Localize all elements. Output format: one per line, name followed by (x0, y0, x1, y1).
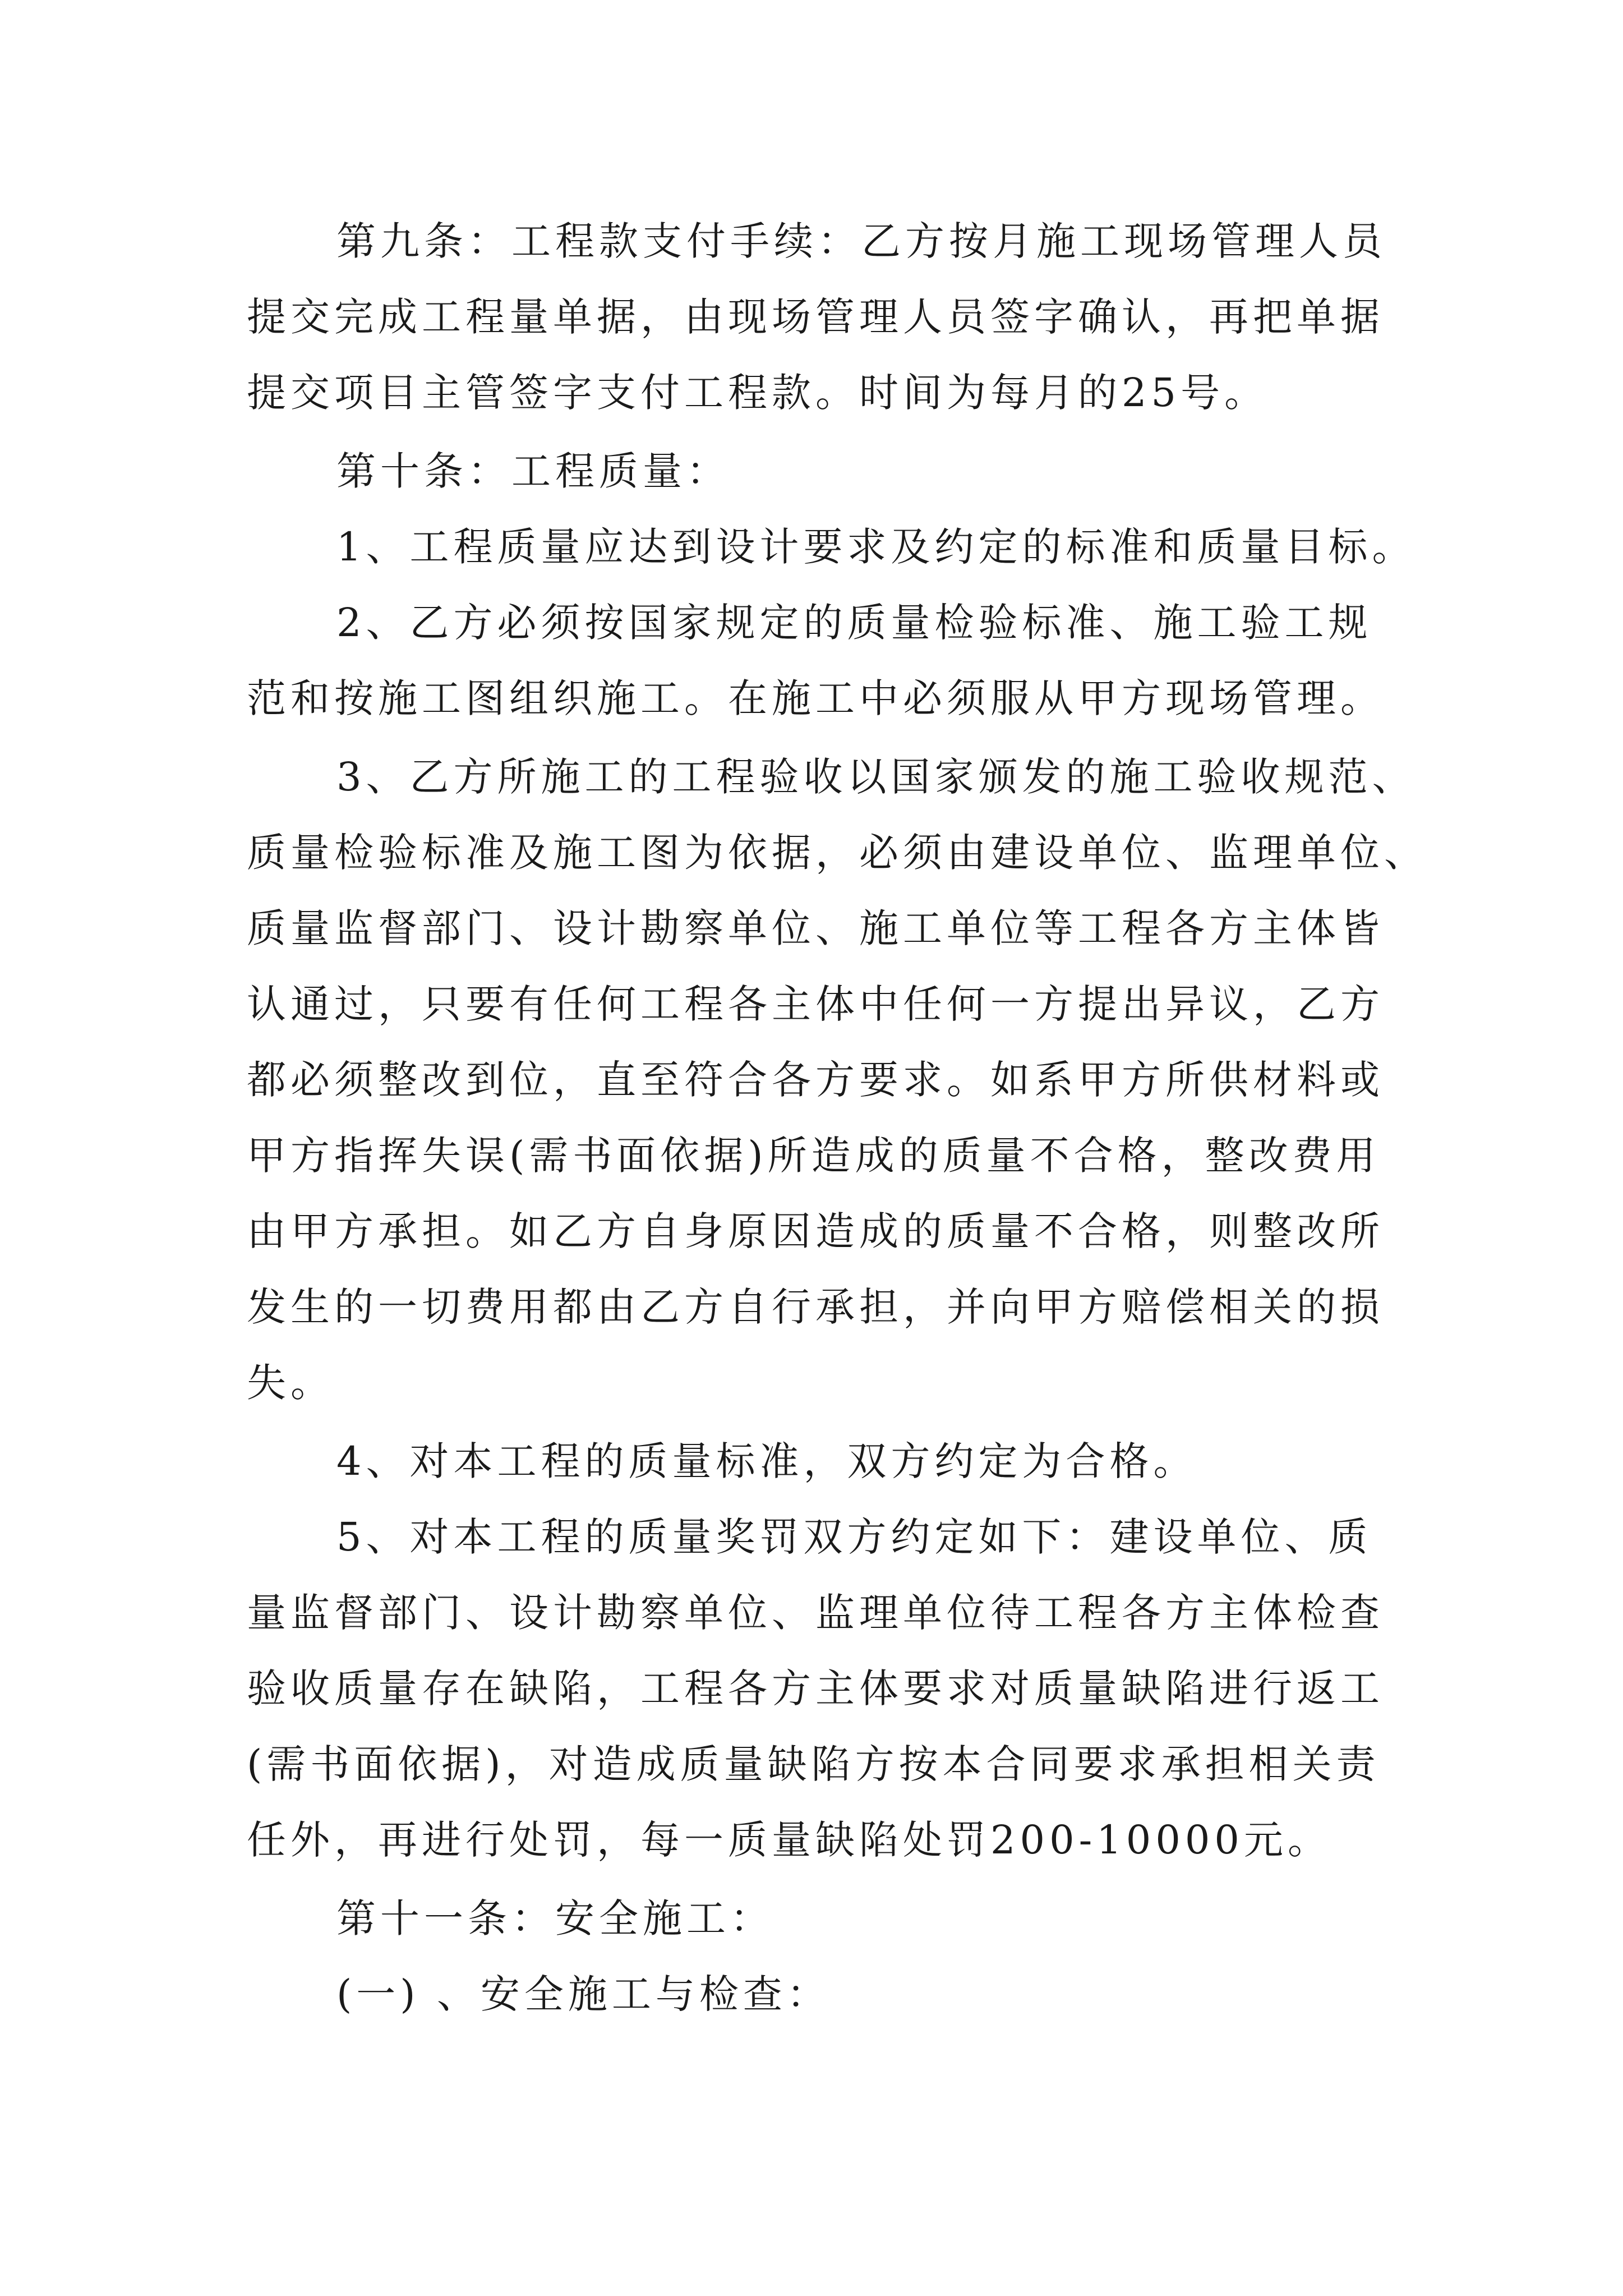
text-line: 任外，再进行处罚，每一质量缺陷处罚200-10000元。 (247, 1817, 1331, 1863)
text-line: 3、乙方所施工的工程验收以国家颁发的施工验收规范、 (336, 754, 1416, 800)
text-line: 范和按施工图组织施工。在施工中必须服从甲方现场管理。 (247, 675, 1384, 721)
text-line: 第九条：工程款支付手续：乙方按月施工现场管理人员 (336, 218, 1386, 264)
text-line: 都必须整改到位，直至符合各方要求。如系甲方所供材料或 (247, 1057, 1384, 1103)
text-line: 量监督部门、设计勘察单位、监理单位待工程各方主体检查 (247, 1590, 1384, 1636)
text-line: 1、工程质量应达到设计要求及约定的标准和质量目标。 (336, 524, 1416, 570)
text-line: 认通过，只要有任何工程各主体中任何一方提出异议，乙方 (247, 981, 1384, 1027)
text-line: 发生的一切费用都由乙方自行承担，并向甲方赔偿相关的损 (247, 1284, 1384, 1330)
text-line: 提交项目主管签字支付工程款。时间为每月的25号。 (247, 370, 1269, 416)
text-line: (一) 、安全施工与检查： (336, 1971, 831, 2017)
text-line: 4、对本工程的质量标准，双方约定为合格。 (336, 1438, 1197, 1484)
text-line: 质量监督部门、设计勘察单位、施工单位等工程各方主体皆 (247, 905, 1384, 951)
text-line: 甲方指挥失误(需书面依据)所造成的质量不合格，整改费用 (247, 1133, 1380, 1179)
text-line: 2、乙方必须按国家规定的质量检验标准、施工验工规 (336, 600, 1372, 646)
text-line: 提交完成工程量单据，由现场管理人员签字确认，再把单据 (247, 294, 1384, 340)
text-line: 第十一条：安全施工： (336, 1895, 774, 1941)
text-line: 质量检验标准及施工图为依据，必须由建设单位、监理单位、 (247, 830, 1428, 876)
text-line: 失。 (247, 1360, 334, 1406)
text-line: (需书面依据)，对造成质量缺陷方按本合同要求承担相关责 (247, 1741, 1380, 1787)
text-line: 5、对本工程的质量奖罚双方约定如下：建设单位、质 (336, 1514, 1372, 1560)
text-line: 第十条：工程质量： (336, 448, 730, 494)
text-line: 验收质量存在缺陷，工程各方主体要求对质量缺陷进行返工 (247, 1665, 1384, 1711)
text-line: 由甲方承担。如乙方自身原因造成的质量不合格，则整改所 (247, 1208, 1384, 1254)
